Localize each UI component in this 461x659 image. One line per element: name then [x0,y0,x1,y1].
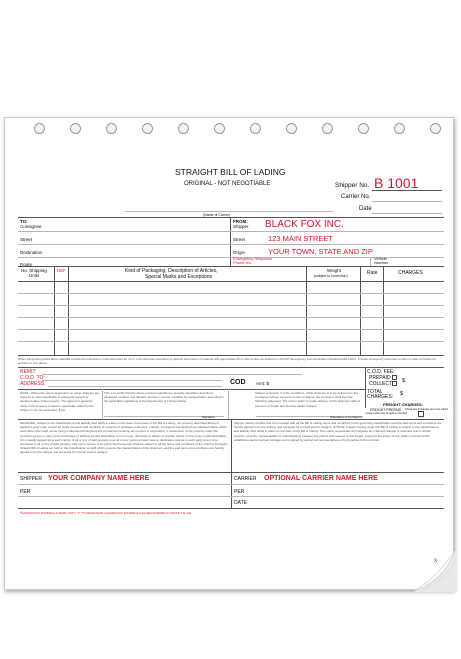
address-line [48,386,222,387]
emergency-phone-label: Phone No. [233,260,252,265]
prepaid-label: PREPAID [369,375,391,381]
page-curl [404,548,456,592]
certify-note: This is to certify that the above named materials are properly classified, described, packaged, marked, and labeled, and are in proper condition for transportation according to the applicable regulations of the Department of Transportation. [104,391,224,404]
table-bottom [18,355,444,356]
shipper-no-label: Shipper No. [335,182,370,189]
collect-label: COLLECT [369,381,393,387]
binder-hole [142,123,153,134]
date-signature-label: DATE [234,500,247,506]
freight-prepaid-label: FREIGHT PREPAID [370,408,402,412]
binder-hole [322,123,333,134]
carrier-signature-value: OPTIONAL CARRIER NAME HERE [264,475,378,482]
col-charges: CHARGES [398,270,423,276]
form-title: STRAIGHT BILL OF LADING [175,167,286,177]
consignee-label: Consignee [20,224,42,229]
shipper-no-value: B 1001 [374,175,419,191]
cod-to-line [42,380,222,381]
svg-text:x: x [434,558,437,564]
binder-hole [286,123,297,134]
col-units: Units [29,273,40,278]
route-label: Route [20,262,33,267]
destination-line [18,257,230,258]
signature-label: Signature [202,415,215,419]
binder-hole [250,123,261,134]
total-charges-dollar: $ [400,391,404,397]
to-label: TO: [20,219,28,224]
total-charges-label: TOTAL [367,389,383,395]
table-row [18,317,444,318]
except-label: except when box at right is checked [366,412,408,415]
origin-value: YOUR TOWN, STATE AND ZIP [268,247,373,256]
table-header-bottom [18,281,444,282]
collect-checkbox[interactable] [392,381,397,386]
binder-hole [214,123,225,134]
carrier-no-label: Carrier No. [341,194,371,200]
total-charges-label-2: CHARGES: [367,394,394,400]
cod-fee-label: C.O.D. FEE: [367,369,395,375]
shipper-signature-label: SHIPPER [20,476,42,482]
cod-label: COD [230,379,246,386]
col-rate: Rate [367,270,378,276]
remit-line [42,374,302,375]
vehicle-label: Vehicle [374,256,387,261]
shipper-street-label: Street [233,237,246,242]
signature-block-bottom [18,508,444,509]
prepaid-checkbox[interactable] [392,375,397,380]
date-label: Date [359,206,372,212]
shipper-line [230,231,444,232]
binder-hole [178,123,189,134]
table-top [18,266,444,267]
shipper-no-line [372,190,442,191]
binder-hole [394,123,405,134]
shipper-signature-value: YOUR COMPANY NAME HERE [48,475,150,482]
shipper-certifies-paragraph: Shipper hereby certifies that he is familiar with all the Bill of Lading terms and conditions in the governing classification and the said terms and conditions are hereby agreed to by the shipper and accepted for himself and his assigns. NOTICE: Freight moving under this Bill of Lading is subject to the classifications and lawfully filed tariffs in effect on the date of this Bill of Lading. This notice supersedes and negates any claimed, alleged or asserted oral or written contract, promise, representation or understanding between the parties with respect to this freight, except to the extent of any written contract which establishes lawful contract carriage and is signed by authorized representatives of both parties to the contract. [234,421,442,442]
form-subtitle: ORIGINAL - NOT NEGOTIABLE [184,181,271,187]
cod-to-label: C.O.D. TO: [20,375,45,381]
remit-top [18,367,444,368]
signature-row-line [18,484,444,485]
note-value: NOTE - Where the rate is dependent on value, shippers are required to state specifically in writing the agreed or declared value of the property. The agreed or declared value of the property is hereby specifically stated by the shipper to be not exceeding: $ per [20,391,100,412]
address-block-divider [230,217,231,266]
received-paragraph: RECEIVED, subject to the classifications and lawfully filed tariffs in effect on the date of the issue of this Bill of Lading, the property described above in apparent good order except as noted (contents and condition of contents of packages unknown), marked, consigned and destined as indicated above which said carrier (the word carrier being understood throughout this contract as meaning any person or corporation in possession of the property under the contract) agrees to carry to its usual place of delivery at said destination if on its route, otherwise to deliver to another carrier on the route to said destination. It is mutually agreed as to each carrier of all or any of said property over all or any portion of said route to destination and as to each party at any time interested in all or any of said property, that every service to be performed hereunder shall be subject to all the terms and conditions of the Uniform Domestic Straight Bill of Lading set forth in the classification or tariff which governs the transportation of this shipment, and the said terms and conditions are hereby agreed to by the shipper and accepted for himself and his assigns. [20,421,228,455]
name-of-carrier-label: (Name of Carrier) [203,213,231,217]
notes-divider [102,389,103,419]
col-kind-2: Special Marks and Exceptions [145,274,212,280]
binder-hole [34,123,45,134]
from-label: FROM: [233,219,248,224]
col-kind: Kind of Packaging, Description of Articles, [125,268,218,274]
consignee-line [18,231,230,232]
hazmat-note: When transporting hazardous materials include the technical or chemical name for n.o.s. (not otherwise specified) or generic description of material with appropriate UN or NA number as defined in US DOT Emergency Communication Standard (HM-126C). Provide emergency response number in case of incident or accident in box above. [18,357,437,366]
carrier-per-label: PER [234,489,245,495]
binder-hole [70,123,81,134]
table-row [18,329,444,330]
hazmat-footer: *HAZARDOUS MATERIALS MARK WITH "X" TO DESIGNATE HAZARDOUS MATERIALS AS REGISTERED IN 49CFR 172.101 [20,511,192,515]
address-label: ADDRESS: [20,381,46,387]
col-hm: HM* [57,268,66,273]
freight-collect-checkbox[interactable] [418,411,424,417]
per-label: PER [20,489,31,495]
destination-label: Destination [20,250,43,255]
notes-top [18,389,365,390]
shipper-street-line [230,244,444,245]
legal-divider [231,419,232,472]
binder-hole [358,123,369,134]
fee-block-divider [365,367,366,408]
carrier-no-line [372,201,442,202]
cod-fee-dollar: $ [402,378,406,384]
shipper-street-value: 123 MAIN STREET [268,234,334,243]
remit-label: REMIT [20,369,36,375]
street-label: Street [20,237,33,242]
vehicle-divider [370,257,371,266]
col-weight-note: (subject to correction) [314,274,348,278]
notes-divider [228,389,229,419]
shipper-label: Shipper [233,224,249,229]
cod-amount-label: Amt: $ [256,381,270,386]
date-line [372,213,442,214]
table-row [18,341,444,342]
signature-row-line [18,496,444,497]
col-weight: Weight [327,268,341,273]
table-row [18,293,444,294]
signature-divider [231,472,232,509]
carrier-signature-label: CARRIER [234,476,257,482]
freight-charges-label: FREIGHT CHARGES: [383,402,423,407]
consignor-signature-label: (Signature of Consignor) [330,415,363,419]
check-box-label: Check box if charges are to be collect [405,408,449,411]
origin-label: Origin [233,250,246,255]
emergency-label: Emergency Response [233,256,273,261]
col-no-shipping: No. Shipping [21,268,47,273]
street-line [18,244,230,245]
table-row [18,305,444,306]
binder-hole [430,123,441,134]
address-block-top [18,217,444,218]
section7-note: Subject to Section 7 of the conditions, if this shipment is to be delivered to the consignee without recourse on the consignor, the consignor shall sign the following statement: The carrier shall not make delivery of this shipment without payment of freight and all other lawful charges. [255,391,361,408]
vehicle-number-label: Number [374,260,389,265]
binder-hole [106,123,117,134]
shipper-name-value: BLACK FOX INC. [265,219,344,230]
